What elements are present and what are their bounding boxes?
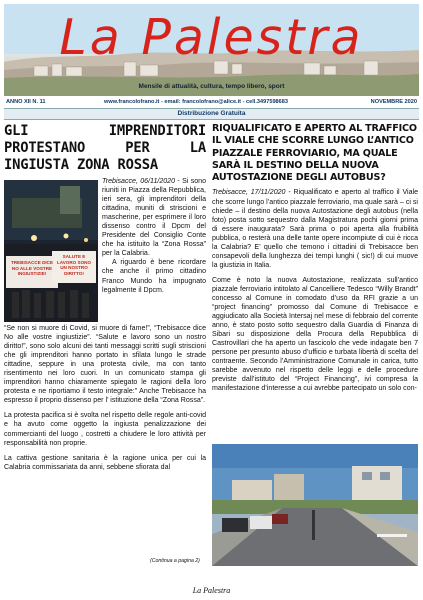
article-left-headline: GLI IMPRENDITORI PROTESTANO PER LA INGIUSTA ZONA ROSSA — [4, 123, 206, 173]
distribution-bar: Distribuzione Gratuita — [4, 108, 419, 120]
banner-text-2: SALUTE E LAVORO SONO UN NOSTRO DIRITTO! — [56, 254, 92, 276]
article-right-dateline: Trebisacce, 17/11/2020 — [212, 189, 286, 197]
issue-number: ANNO XII N. 11 — [6, 99, 46, 105]
article-left-paragraph-1: - Si sono riuniti in Piazza della Repubblica, ieri sera, gli imprenditori della cittadina, muniti di striscioni e mascherine, per esprimere il loro dissenso contro il Dpcm del Presidente del Consiglio Conte che ha istituito la “Zona Rossa” per la Calabria. — [102, 178, 206, 258]
article-right-body-1 — [212, 188, 418, 269]
article-right — [212, 123, 418, 394]
newspaper-subtitle: Mensile di attualità, cultura, tempo libero, sport — [138, 83, 285, 90]
article-right-paragraph-2: Come è noto la nuova Autostazione, realizzata sull’antico piazzale ferroviario intitolato al Cancelliere Tedesco “Willy Brandt” concesso al Comune in comodato d’uso da RFI grazie a un “project financing” promosso dal Comune di Trebisacce e aggiudicato alla Società Intersaj nel mese di febbraio del corrente anno, è stato posto sotto sequestro dalla Guardia di Finanza di Sibari su disposizione della Procura della Repubblica di Castrovillari che ha aperto un fascicolo che vede indagate ben 7 persone per presunto abuso d’ufficio e turbata libertà di scelta del contraente. Secondo l’Amministrazione Comunale in carica, tutto sarebbe avvenuto nel rispetto delle leggi e delle procedure previste dall’istituto del “Project Financing”, ivi compresa la manifestazione d’interesse a cui avrebbe partecipato un solo con- — [212, 276, 418, 393]
article-right-paragraph-1: - Riqualificato e aperto al traffico il Viale che scorre lungo l’antico piazzale ferroviario, ma quale sarà – ci si chiede – il destino della nuova Autostazione degli autobus (nella foto) posta sotto sequestro dalla Magistratura pochi giorni prima di essere inaugurata? Sarà prima o poi aperta alla fruibilità pubblica, o resterà una delle tante opere incompiute di cui è ricca la Calabria? E’ quello che temono i cittadini di Trebisacce ben consapevoli della lunghezza dei tempi lunghi ( sic!) di cui muove la giustizia in Italia. — [212, 189, 418, 269]
newspaper-title: La Palestra — [59, 9, 364, 66]
page-footer: La Palestra — [192, 586, 231, 595]
masthead — [4, 4, 419, 96]
issue-info-bar — [4, 99, 419, 108]
article-left-paragraph-5: La cattiva gestione sanitaria è la ragione unica per cui la Calabria commissariata da anni, sebbene sfiorata dal — [4, 454, 206, 471]
article-left-paragraph-2: A riguardo è bene ricordare che anche il primo cittadino Franco Mundo ha impugnato legalmente il Dpcm. — [102, 259, 206, 294]
continued-note: (Continua a pagina 2) — [150, 558, 200, 564]
article-left-paragraph-4: La protesta pacifica si è svolta nel rispetto delle regole anti-covid e ha avuto come oggetto la ingiusta penalizzazione dei commercianti del luogo , costretti a chiudere le loro attività per responsabilità non proprie. — [4, 412, 206, 447]
article-left — [4, 123, 206, 472]
protest-photo — [4, 180, 98, 322]
issue-date: NOVEMBRE 2020 — [370, 99, 417, 105]
article-left-dateline: Trebisacce, 06/11/2020 — [102, 178, 176, 185]
article-right-headline: RIQUALIFICATO E APERTO AL TRAFFICO IL VIALE CHE SCORRE LUNGO L’ANTICO PIAZZALE FERROVIARIO, MA QUALE SARÀ IL DESTINO DELLA NUOVA AUTOSTAZIONE DEGLI AUTOBUS? — [212, 123, 417, 184]
banner-text-1: TREBISACCE DICE NO ALLE VOSTRE INGIUSTIZIE! — [10, 260, 54, 277]
article-left-paragraph-3: “Se non si muore di Covid, si muore di fame!”, “Trebisacce dice No alle vostre ingiustizie”. “Salute e lavoro sono un nostro diritto!”, sono solo alcuni dei tanti messaggi scritti sugli striscioni che gli imprenditori hanno portato in sfilata lungo le strade cittadine, seppure in una protesta civile, ma con tanto risentimento nei loro cuori. In un comunicato stampa gli imprenditori hanno chiaramente spiegato le ragioni della loro protesta e ne riportiamo il testo integrale:” Anche Trebisacce ha espresso il proprio dissenso per l’ istituzione della “Zona Rossa”. — [4, 325, 206, 405]
contact-info: www.francolofrano.it - email: francolofrano@alice.it - cell.3497598683 — [104, 99, 288, 105]
protest-photo-art — [4, 180, 98, 322]
bus-station-photo-art — [212, 444, 418, 566]
bus-station-photo — [212, 444, 418, 566]
